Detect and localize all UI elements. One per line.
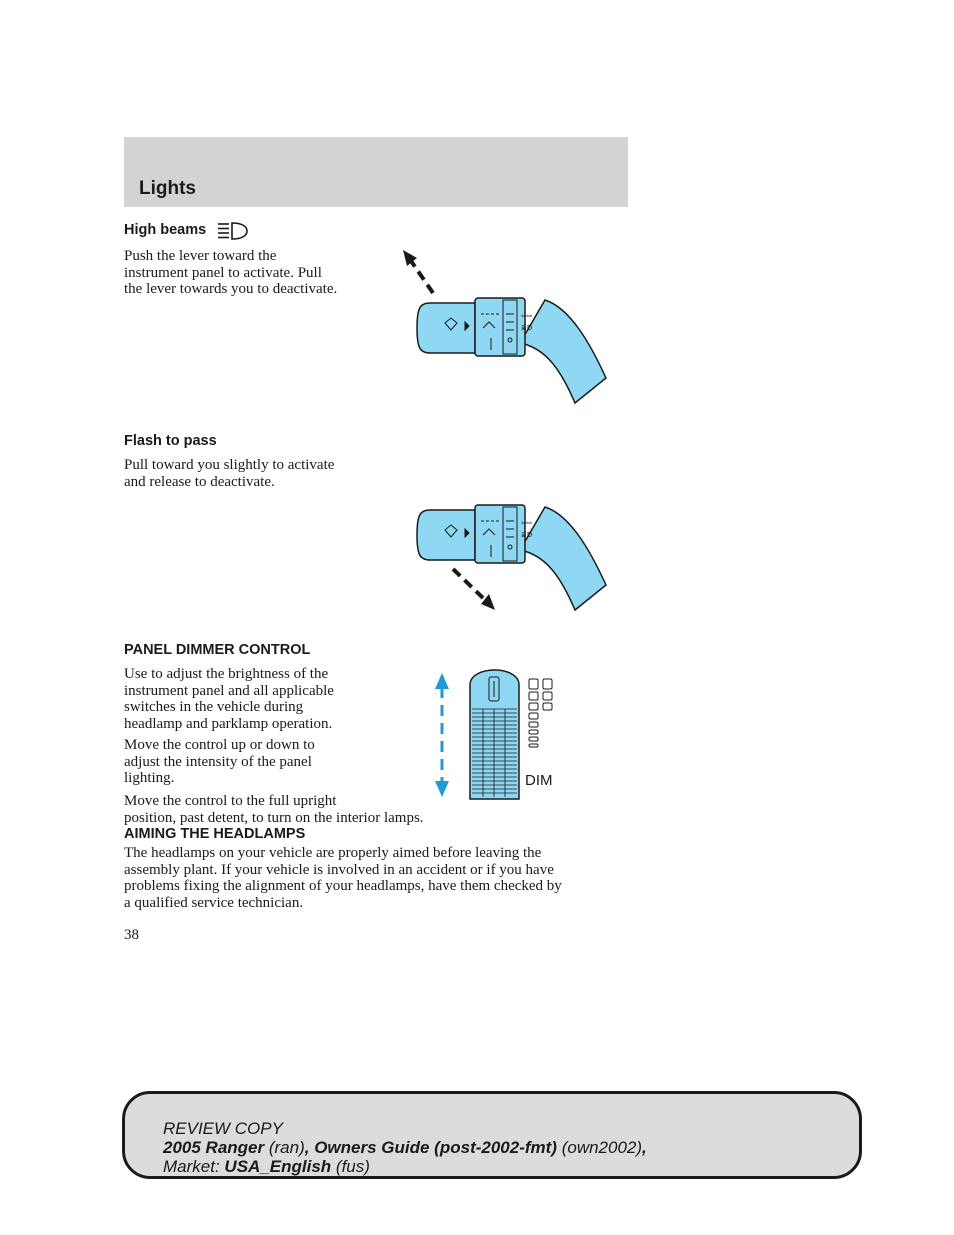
svg-text:⇦⇨: ⇦⇨ — [521, 519, 533, 527]
review-copy-footer — [122, 1091, 862, 1179]
text-line: the lever towards you to deactivate. — [124, 281, 338, 297]
high-beam-icon — [216, 221, 250, 241]
text-line: instrument panel to activate. Pull — [124, 264, 322, 281]
section-title: Lights — [139, 178, 196, 199]
footer-model: 2005 Ranger — [163, 1138, 265, 1157]
text-line: instrument panel and all applicable — [124, 682, 334, 699]
flash-to-pass-heading: Flash to pass — [124, 433, 217, 449]
text-line: a qualified service technician. — [124, 894, 304, 911]
aiming-heading: AIMING THE HEADLAMPS — [124, 826, 306, 842]
text-line: switches in the vehicle during — [124, 699, 304, 715]
panel-dimmer-figure — [425, 665, 565, 805]
text-line: problems fixing the alignment of your headlamps, have them checked by — [124, 878, 562, 894]
panel-dimmer-text-1 — [124, 666, 334, 732]
footer-comma: , — [642, 1138, 647, 1157]
panel-dimmer-text-2 — [124, 737, 315, 787]
panel-dimmer-text-3 — [124, 793, 424, 826]
svg-text:≣D: ≣D — [521, 324, 533, 332]
text-line: Use to adjust the brightness of the — [124, 666, 329, 682]
flash-to-pass-text — [124, 457, 334, 490]
text-line: Push the lever toward the — [124, 248, 277, 264]
text-line: headlamp and parklamp operation. — [124, 715, 333, 732]
footer-market: USA_English — [224, 1157, 332, 1176]
text-line: and release to deactivate. — [124, 473, 275, 490]
footer-guide-code: (own2002) — [561, 1138, 643, 1157]
footer-market-label: Market: — [163, 1157, 220, 1176]
text-line: The headlamps on your vehicle are properly aimed before leaving the — [124, 845, 542, 861]
footer-model-code: (ran) — [268, 1138, 305, 1157]
aiming-text — [124, 845, 562, 911]
text-line: Move the control to the full upright — [124, 793, 337, 809]
svg-text:⇦⇨: ⇦⇨ — [521, 312, 533, 320]
footer-market-code: (fus) — [335, 1157, 370, 1176]
svg-text:≣D: ≣D — [521, 531, 533, 539]
high-beams-text — [124, 248, 337, 298]
review-copy-label: REVIEW COPY — [163, 1119, 283, 1138]
high-beams-heading: High beams — [124, 222, 207, 238]
text-line: Move the control up or down to — [124, 737, 315, 753]
text-line: position, past detent, to turn on the interior lamps. — [124, 809, 424, 826]
text-line: adjust the intensity of the panel — [124, 753, 312, 770]
text-line: Pull toward you slightly to activate — [124, 457, 335, 473]
high-beam-lever-figure — [395, 248, 615, 408]
section-header-band — [124, 137, 628, 207]
text-line: lighting. — [124, 770, 175, 786]
dim-label: DIM — [525, 772, 553, 789]
panel-dimmer-heading: PANEL DIMMER CONTROL — [124, 642, 311, 658]
text-line: assembly plant. If your vehicle is involved in an accident or if you have — [124, 861, 554, 878]
flash-to-pass-lever-figure — [395, 455, 615, 615]
footer-text — [163, 1119, 647, 1176]
page-number: 38 — [124, 927, 139, 943]
footer-guide: , Owners Guide (post-2002-fmt) — [304, 1138, 557, 1157]
